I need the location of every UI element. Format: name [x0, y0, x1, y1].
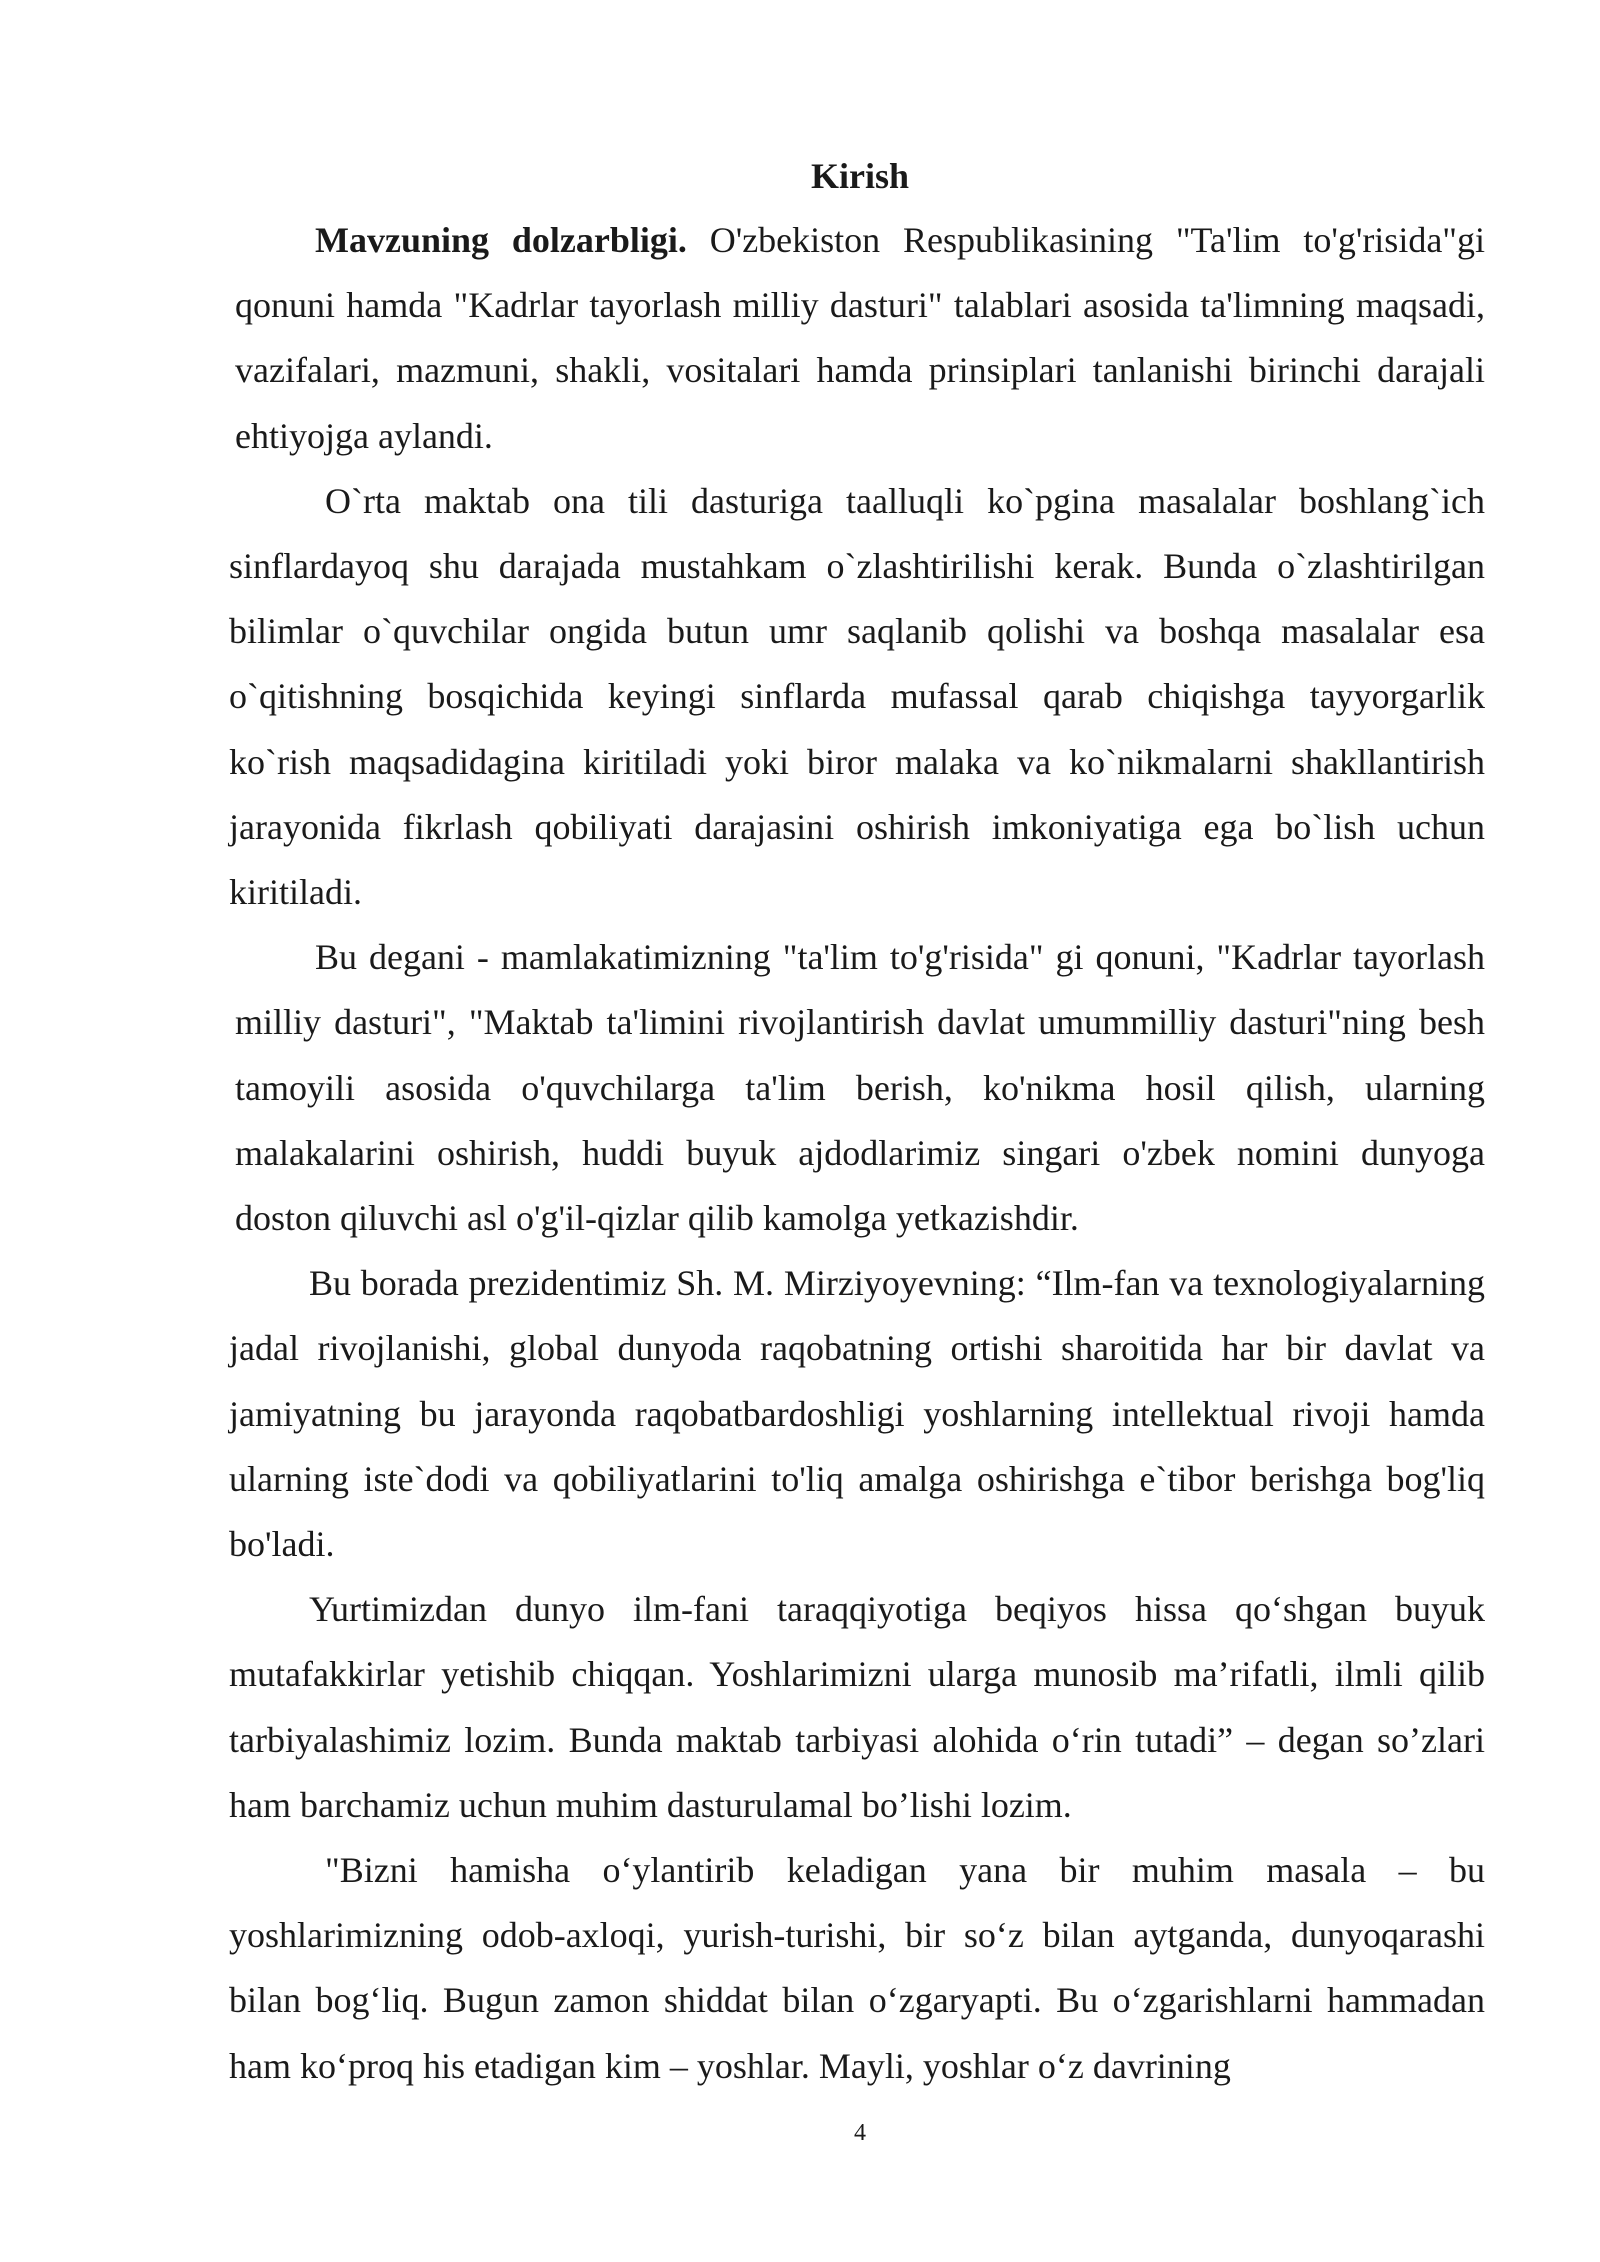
- paragraph-thinkers: Yurtimizdan dunyo ilm-fani taraqqiyotiga beqiyos hissa qo‘shgan buyuk mutafakkirlar yetishib chiqqan. Yoshlarimizni ularga munosib ma’rifatli, ilmli qilib tarbiyalashimiz lozim. Bunda maktab tarbiyasi alohida o‘rin tutadi” – degan so’zlari ham barchamiz uchun muhim dasturulamal bo’lishi lozim.: [229, 1589, 1485, 1825]
- paragraph-president-quote: Bu borada prezidentimiz Sh. M. Mirziyoyevning: “Ilm-fan va texnologiyalarning jadal rivojlanishi, global dunyoda raqobatning ortishi sharoitida har bir davlat va jamiyatning bu jarayonda raqobatbardoshligi yoshlarning intellektual rivoji hamda ularning iste`dodi va qobiliyatlarini to'liq amalga oshirishga e`tibor berishga bog'liq bo'ladi.: [229, 1263, 1485, 1565]
- paragraph-text: O'zbekiston Respublikasining "Ta'lim to'g'risida"gi qonuni hamda "Kadrlar tayorlash milliy dasturi" talablari asosida ta'limning maqsadi, vazifalari, mazmuni, shakli, vositalari hamda prinsiplari tanlanishi birinchi darajali ehtiyojga aylandi.: [235, 220, 1485, 456]
- paragraph-lead-heading: Mavzuning dolzarbligi.: [315, 220, 687, 260]
- paragraph-law: Bu degani - mamlakatimizning "ta'lim to'g'risida" gi qonuni, "Kadrlar tayorlash milliy dasturi", "Maktab ta'limini rivojlantirish davlat umummilliy dasturi"ning besh tamoyili asosida o'quvchilarga ta'lim berish, ko'nikma hosil qilish, ularning malakalarini oshirish, huddi buyuk ajdodlarimiz singari o'zbek nomini dunyoga doston qiluvchi asl o'g'il-qizlar qilib kamolga yetkazishdir.: [235, 937, 1485, 1239]
- page-number: 4: [854, 2120, 866, 2146]
- paragraph-curriculum: O`rta maktab ona tili dasturiga taalluqli ko`pgina masalalar boshlang`ich sinflardayoq shu darajada mustahkam o`zlashtirilishi kerak. Bunda o`zlashtirilgan bilimlar o`quvchilar ongida butun umr saqlanib qolishi va boshqa masalalar esa o`qitishning bosqichida keyingi sinflarda mufassal qarab chiqishga tayyorgarlik ko`rish maqsadidagina kiritiladi yoki biror malaka va ko`nikmalarni shakllantirish jarayonida fikrlash qobiliyati darajasini oshirish imkoniyatiga ega bo`lish uchun kiritiladi.: [229, 480, 1485, 913]
- paragraph-youth: "Bizni hamisha o‘ylantirib keladigan yana bir muhim masala – bu yoshlarimizning odob-axloqi, yurish-turishi, bir so‘z bilan aytganda, dunyoqarashi bilan bog‘liq. Bugun zamon shiddat bilan o‘zgaryapti. Bu o‘zgarishlarni hammadan ham ko‘proq his etadigan kim – yoshlar. Mayli, yoshlar o‘z davrining: [229, 1850, 1485, 2086]
- document-body: [229, 208, 1485, 2099]
- page-title: Kirish: [810, 156, 909, 196]
- paragraph-relevance: [229, 208, 1485, 469]
